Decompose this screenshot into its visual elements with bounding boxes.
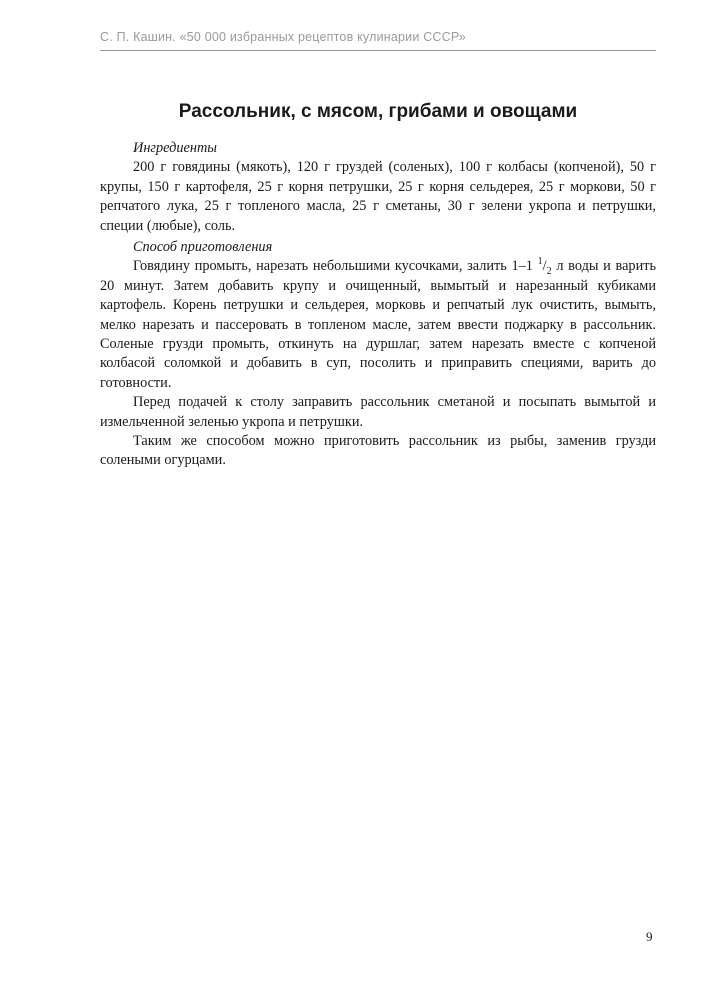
method-paragraph-1 xyxy=(100,257,656,393)
method-p1-end: л воды и варить 20 минут. Затем добавить крупу и очищенный, вымытый и нарезанный кубиками картофель. Корень петрушки и сельдерея, морковь и репчатый лук очистить, вымыть, мелко нарезать и пассеровать в топленом масле, затем ввести поджарку в рассольник. Соленые грузди промыть, откинуть на дуршлаг, затем нарезать вместе с копченой колбасой соломкой и добавить в суп, посолить и приправить специями, варить до готовности. xyxy=(100,258,656,391)
fraction-denominator: 2 xyxy=(546,266,552,278)
running-header-text: С. П. Кашин. «50 000 избранных рецептов кулинарии СССР» xyxy=(100,30,466,44)
method-section xyxy=(100,238,656,471)
method-heading: Способ приготовления xyxy=(133,239,273,255)
running-header xyxy=(100,30,656,51)
ingredients-heading: Ингредиенты xyxy=(133,140,217,156)
fraction-numerator: 1 xyxy=(537,256,543,268)
page-number: 9 xyxy=(646,929,653,944)
method-p1-start: Говядину промыть, нарезать небольшими кусочками, залить 1–1 xyxy=(133,258,538,275)
ingredients-text: 200 г говядины (мякоть), 120 г груздей (соленых), 100 г колбасы (копченой), 50 г крупы, 150 г картофеля, 25 г корня петрушки, 25 г корня сельдерея, 25 г моркови, 50 г репчатого лука, 25 г топленого масла, 25 г сметаны, 30 г зелени укропа и петрушки, специи (любые), соль. xyxy=(100,159,656,234)
method-paragraph-3: Таким же способом можно приготовить рассольник из рыбы, заменив грузди солеными огурцами. xyxy=(100,433,656,469)
method-paragraph-2: Перед подачей к столу заправить рассольник сметаной и посыпать вымытой и измельченной зеленью укропа и петрушки. xyxy=(100,394,656,430)
ingredients-section xyxy=(100,139,656,236)
fraction-one-half: $^1/_2$ xyxy=(537,256,552,278)
recipe-title: Рассольник, с мясом, грибами и овощами xyxy=(178,101,578,122)
